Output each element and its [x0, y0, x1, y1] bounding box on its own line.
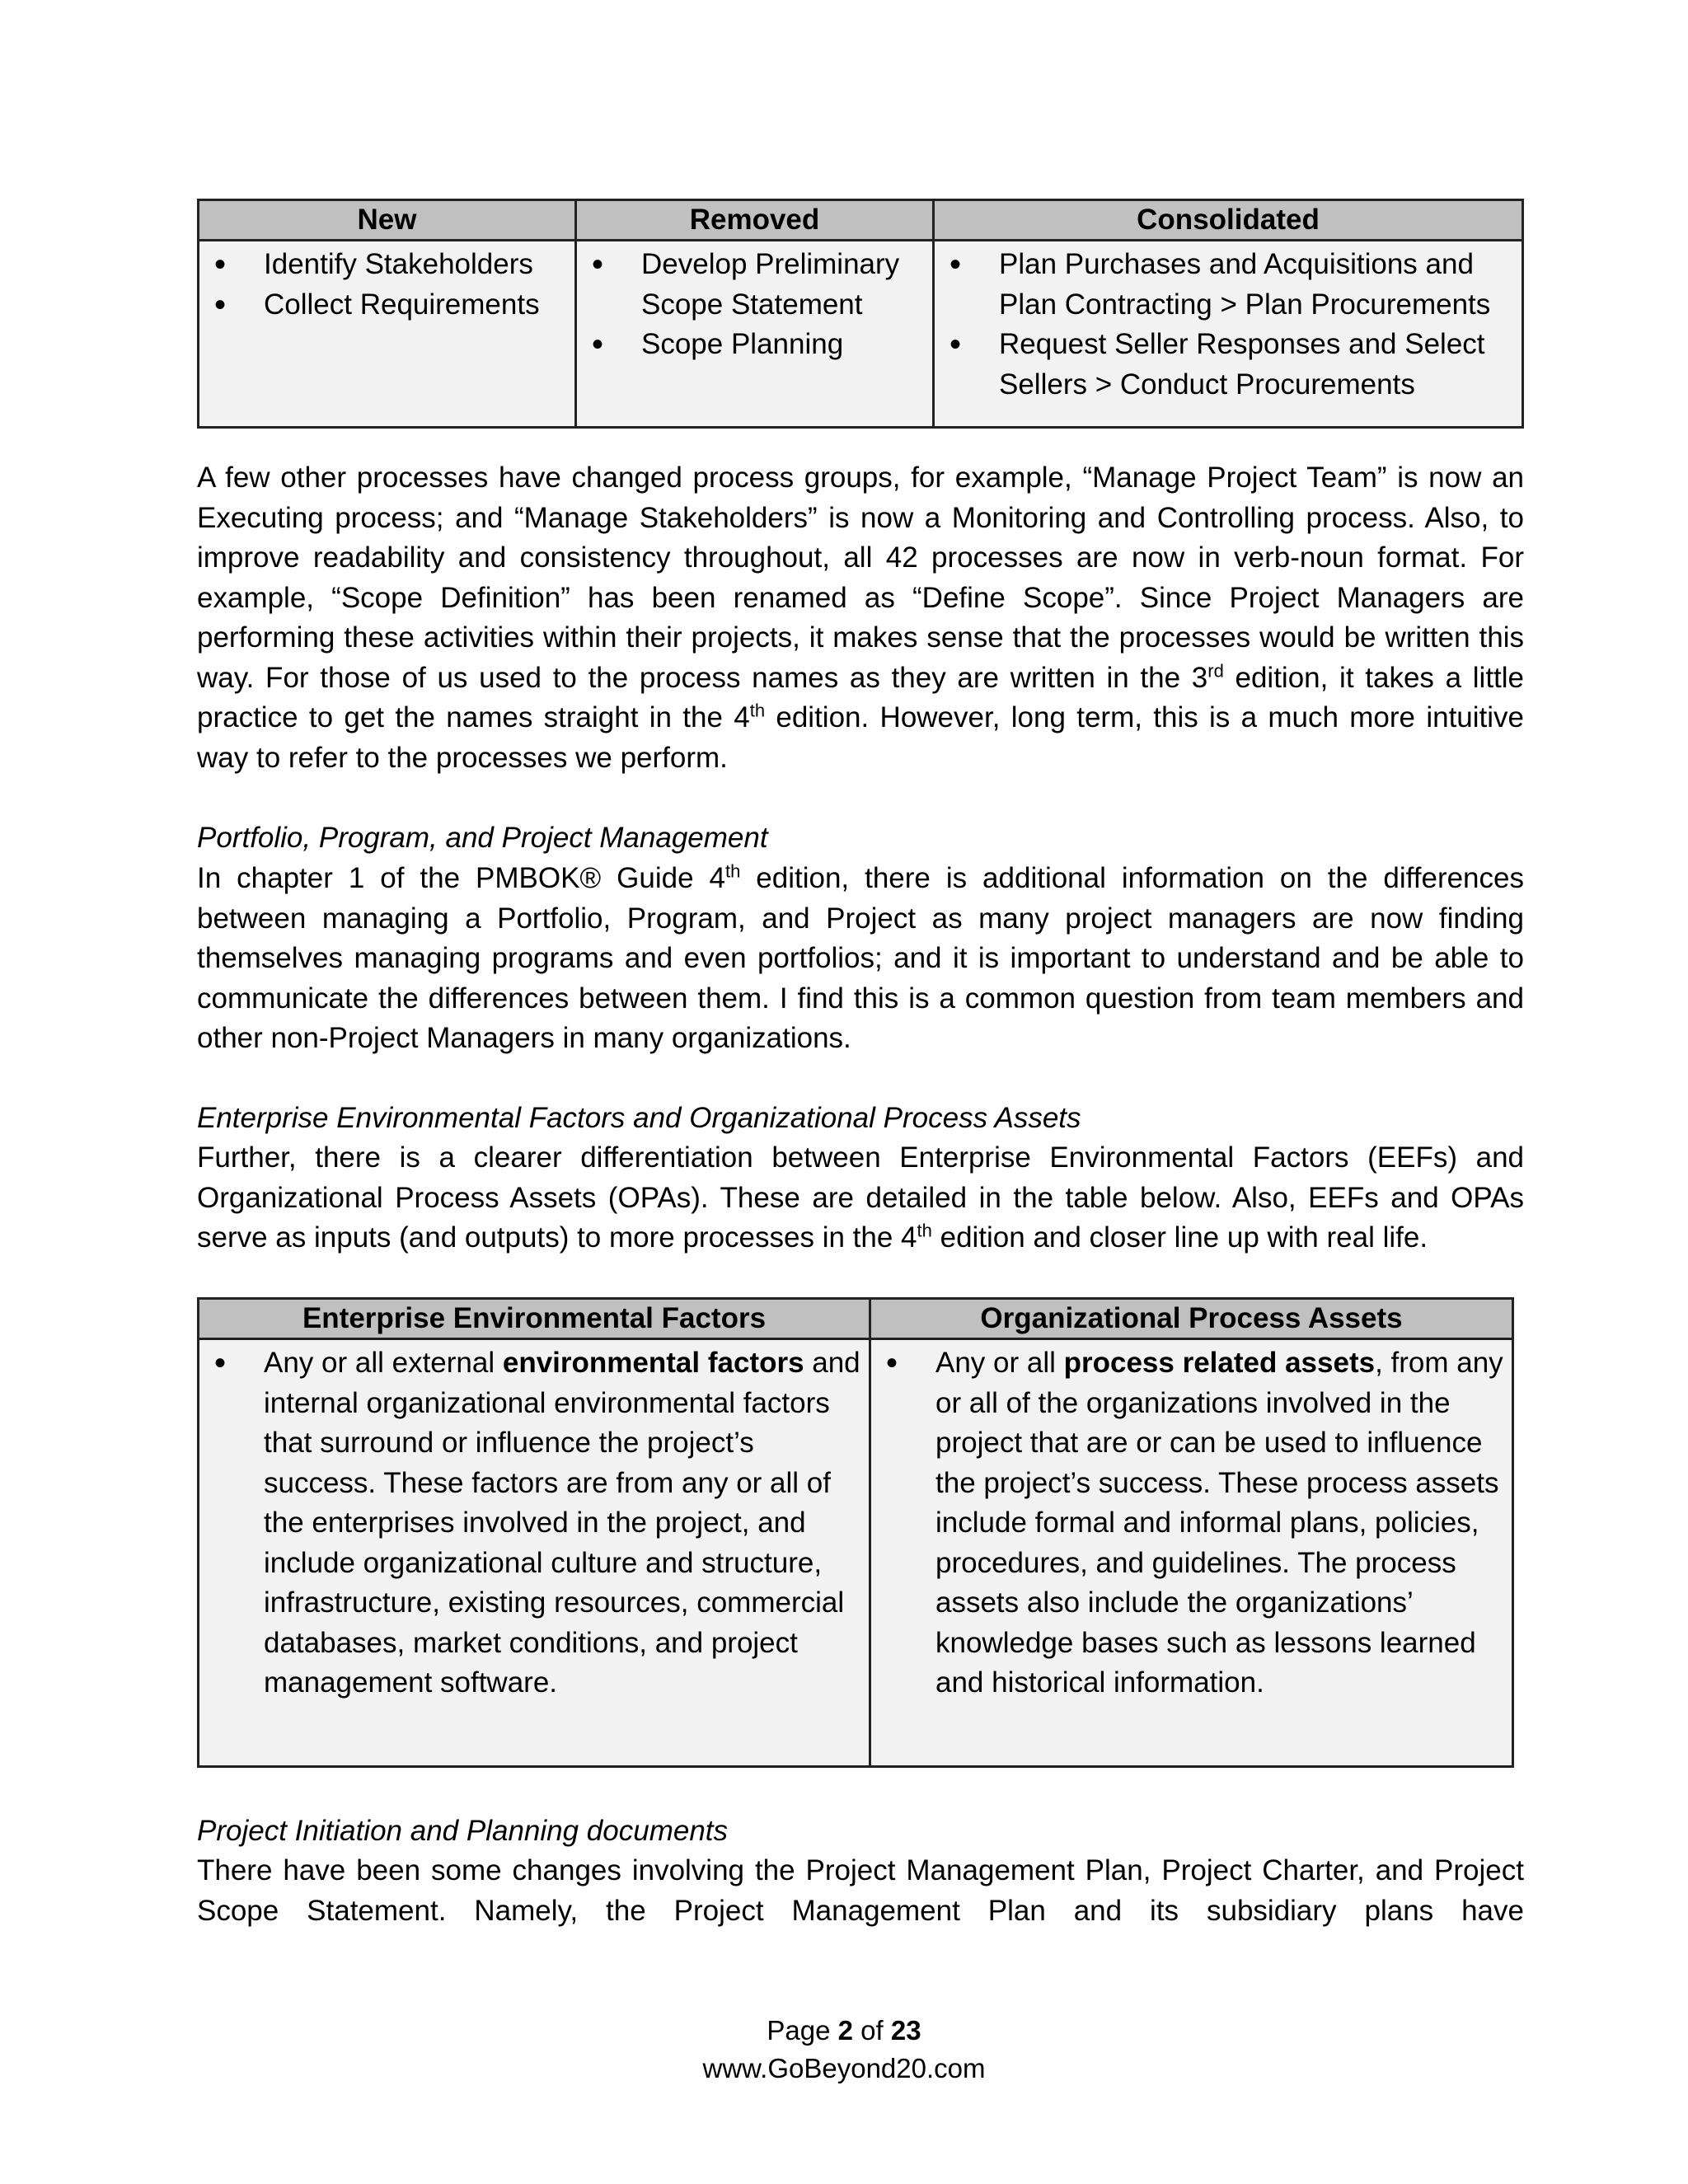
text: of [853, 2015, 891, 2046]
header-consolidated: Consolidated [934, 200, 1523, 241]
opa-cell [870, 1339, 1513, 1767]
text: and internal organizational environmental factors that surround or influence the project’s success. These factors are from any or all of the enterprises involved in the project, and include organizational culture and structure, infrastructure, existing resources, commercial databases, market conditions, and project management software. [264, 1347, 860, 1699]
removed-cell [576, 241, 934, 428]
paragraph-portfolio [197, 859, 1524, 1059]
text: Page [767, 2015, 838, 2046]
text: Further, there is a clearer differentiation between Enterprise Environmental Factors (EEFs) and Organizational Process Assets (OPAs). These are detailed in the table below. Also, EEFs and OPAs serve as inputs (and outputs) to more processes in the 4 [197, 1141, 1524, 1254]
text: edition. However, long term, this is a much more intuitive way to refer to the processes we perform. [197, 701, 1524, 774]
list-item [935, 1343, 1503, 1704]
superscript: th [724, 860, 741, 882]
bold-text: process related assets [1063, 1347, 1376, 1379]
list-item: • Identify Stakeholders [264, 245, 566, 285]
list-item: • Plan Purchases and Acquisitions and Plan Contracting > Plan Procurements [999, 245, 1513, 325]
footer-url: www.GoBeyond20.com [702, 2053, 986, 2083]
superscript: rd [1207, 659, 1224, 681]
section-heading: Portfolio, Program, and Project Management [197, 822, 768, 854]
bold-text: environmental factors [502, 1347, 804, 1379]
paragraph-initiation: There have been some changes involving the Project Management Plan, Project Charter, and Project Scope Statement. Namely, the Project Management Plan and its subsidiary plans have [197, 1854, 1524, 1927]
consolidated-cell [934, 241, 1523, 428]
header-eef: Enterprise Environmental Factors [199, 1299, 870, 1339]
header-opa: Organizational Process Assets [870, 1299, 1513, 1339]
eef-cell [199, 1339, 870, 1767]
text: edition, it takes a little practice to get the names straight in the 4 [197, 661, 1525, 733]
process-changes-table [197, 199, 1524, 429]
header-new: New [199, 200, 576, 241]
list-item: • Scope Planning [641, 325, 924, 365]
text: A few other processes have changed process groups, for example, “Manage Project Team” is now an Executing process; and “Manage Stakeholders” is now a Monitoring and Controlling process. Also, to improve readability and consistency throughout, all 42 processes are now in verb-noun format. For example, “Scope Definition” has been renamed as “Define Scope”. Since Project Managers are performing these activities within their projects, it makes sense that the processes would be written this way. For those of us used to the process names as they are written in the 3 [197, 462, 1524, 694]
text: Any or all external [264, 1347, 503, 1379]
superscript: th [917, 1220, 932, 1241]
list-item [264, 1343, 860, 1704]
section-heading: Project Initiation and Planning documents [197, 1815, 729, 1847]
list-item: • Collect Requirements [264, 285, 566, 326]
page-number [0, 2012, 1688, 2050]
text: edition, there is additional information on the differences between managing a Portfolio, Program, and Project as many project managers are now finding themselves managing programs and even portfolios; and it is important to understand and be able to communicate the differences between them. I find this is a common question from team members and other non-Project Managers in many organizations. [197, 862, 1524, 1054]
list-item: • Request Seller Responses and Select Sellers > Conduct Procurements [999, 325, 1513, 405]
new-cell [199, 241, 576, 428]
current-page: 2 [837, 2015, 854, 2046]
text: , from any or all of the organizations involved in the project that are or can be used to influence the project’s success. These process assets include formal and informal plans, policies, procedures, and guidelines. The process assets also include the organizations’ knowledge bases such as lessons learned and historical information. [935, 1347, 1503, 1699]
text: In chapter 1 of the PMBOK® Guide 4 [197, 862, 725, 894]
text: edition and closer line up with real life. [931, 1221, 1428, 1254]
paragraph-eef-opa [197, 1138, 1524, 1258]
header-removed: Removed [576, 200, 934, 241]
text: Any or all [935, 1347, 1064, 1379]
superscript: th [749, 700, 766, 721]
paragraph-process-groups [197, 458, 1524, 778]
list-item: • Develop Preliminary Scope Statement [641, 245, 924, 325]
section-heading: Enterprise Environmental Factors and Organizational Process Assets [197, 1102, 1081, 1134]
total-pages: 23 [890, 2015, 921, 2046]
eef-opa-table [197, 1297, 1514, 1768]
